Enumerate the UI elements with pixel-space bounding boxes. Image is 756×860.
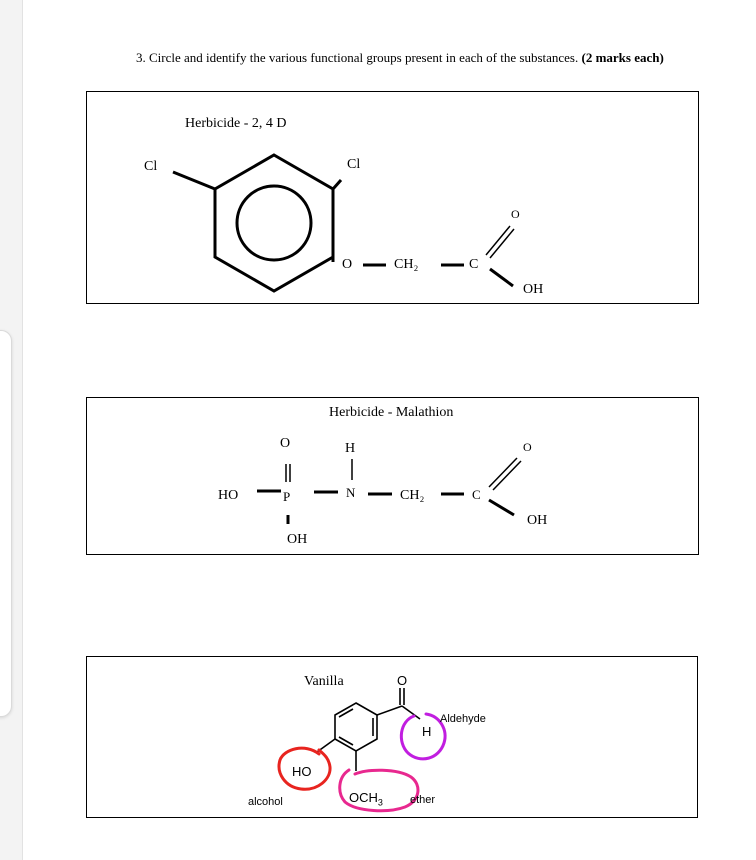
box2-p: P — [283, 489, 291, 504]
box1-cl-right: Cl — [347, 157, 361, 172]
box2-o-carbonyl: O — [523, 440, 532, 454]
box3-ho: HO — [292, 764, 312, 779]
box3-och3-main: OCH — [349, 790, 378, 805]
box1-structure-bonds — [87, 92, 698, 303]
box1-o-carbonyl: O — [511, 207, 520, 221]
box1-o-ether: O — [342, 257, 353, 272]
question-body: 3. Circle and identify the various functional groups present in each of the substances. — [136, 50, 579, 65]
question-text — [136, 50, 704, 65]
box1-ch2: CH₂ — [394, 257, 419, 272]
box2-structure-bonds — [87, 398, 698, 554]
box1-oh: OH — [523, 282, 544, 297]
box3-structure-bonds — [87, 657, 697, 817]
box2-ch2: CH₂ — [400, 488, 425, 503]
benzene-ring-24d — [215, 155, 333, 291]
box2-ho: HO — [218, 488, 239, 503]
box3-och3-subscript: 3 — [377, 797, 383, 808]
box2-title: Herbicide - Malathion — [329, 405, 454, 420]
label-aldehyde: Aldehyde — [440, 713, 486, 725]
box3-title: Vanilla — [304, 674, 344, 689]
box2-oh-p: OH — [287, 532, 308, 547]
label-ether: ether — [410, 794, 436, 806]
box1-title: Herbicide - 2, 4 D — [185, 116, 287, 131]
box-vanilla — [86, 656, 698, 818]
box-herbicide-malathion — [86, 397, 699, 555]
box2-oh-acid: OH — [527, 513, 548, 528]
box3-och3 — [349, 790, 383, 811]
box2-n: N — [346, 485, 356, 500]
box2-h: H — [345, 441, 356, 456]
box1-cl-left: Cl — [144, 159, 158, 174]
box2-c: C — [472, 487, 481, 502]
box2-o-top: O — [280, 436, 291, 451]
question-marks: (2 marks each) — [581, 50, 664, 65]
label-alcohol: alcohol — [248, 796, 283, 808]
side-panel-card — [0, 330, 12, 717]
box-herbicide-24d — [86, 91, 699, 304]
box3-h: H — [422, 724, 432, 739]
benzene-ring-vanilla — [335, 703, 377, 751]
box1-c: C — [469, 257, 479, 272]
box3-o-carbonyl: O — [397, 673, 408, 688]
